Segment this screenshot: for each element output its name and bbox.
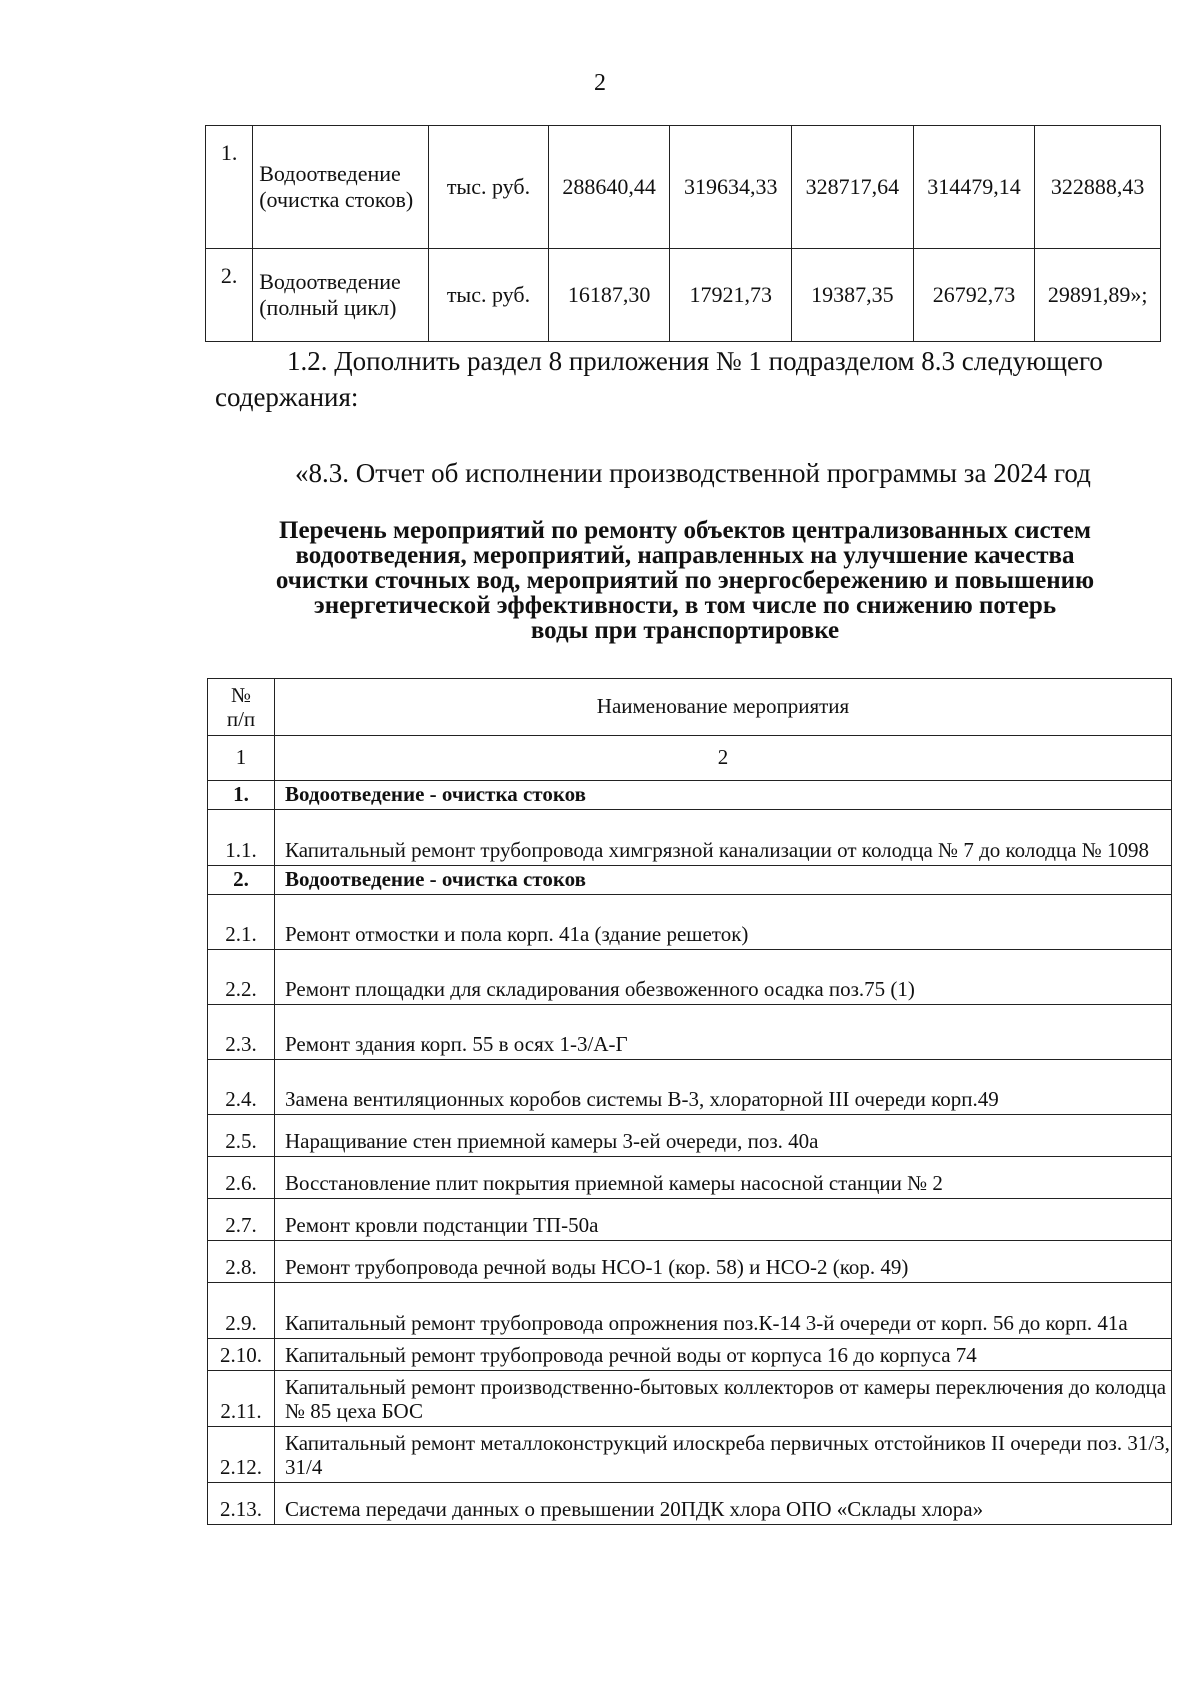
row-name: Водоотведение (полный цикл) bbox=[253, 249, 429, 342]
table-row bbox=[208, 1199, 1172, 1241]
header-number-label: № bbox=[230, 683, 252, 707]
tariff-table bbox=[205, 125, 1161, 342]
row-text: Ремонт здания корп. 55 в осях 1-3/А-Г bbox=[275, 1005, 1172, 1060]
row-text: Водоотведение - очистка стоков bbox=[275, 781, 1172, 810]
table-index-row bbox=[208, 736, 1172, 781]
row-value: 19387,35 bbox=[792, 249, 914, 342]
table-row bbox=[208, 1115, 1172, 1157]
header-number-cell bbox=[208, 679, 275, 736]
row-value: 29891,89»; bbox=[1035, 249, 1161, 342]
row-number: 2.1. bbox=[208, 895, 275, 950]
heading-line: энергетической эффективности, в том числе по снижению потерь bbox=[313, 592, 1057, 619]
row-number: 2.4. bbox=[208, 1060, 275, 1115]
table-header-row bbox=[208, 679, 1172, 736]
row-value: 322888,43 bbox=[1035, 126, 1161, 249]
row-text: Система передачи данных о превышении 20ПДК хлора ОПО «Склады хлора» bbox=[275, 1483, 1172, 1525]
row-unit: тыс. руб. bbox=[429, 249, 549, 342]
row-value: 17921,73 bbox=[670, 249, 792, 342]
table-row bbox=[208, 1371, 1172, 1427]
row-number: 2.7. bbox=[208, 1199, 275, 1241]
amendment-paragraph: 1.2. Дополнить раздел 8 приложения № 1 подразделом 8.3 следующего содержания: bbox=[215, 346, 1103, 412]
table-row bbox=[208, 1427, 1172, 1483]
row-number: 2.11. bbox=[208, 1371, 275, 1427]
table-row bbox=[208, 1005, 1172, 1060]
row-value: 288640,44 bbox=[548, 126, 670, 249]
row-text: Ремонт кровли подстанции ТП-50а bbox=[275, 1199, 1172, 1241]
row-number: 2.12. bbox=[208, 1427, 275, 1483]
index-cell: 1 bbox=[208, 736, 275, 781]
heading-line: Перечень мероприятий по ремонту объектов централизованных систем bbox=[279, 517, 1091, 544]
row-value: 314479,14 bbox=[913, 126, 1035, 249]
row-text: Капитальный ремонт трубопровода речной воды от корпуса 16 до корпуса 74 bbox=[275, 1339, 1172, 1371]
section-title: «8.3. Отчет об исполнении производственной программы за 2024 год bbox=[295, 458, 1091, 488]
row-text: Капитальный ремонт трубопровода химгрязной канализации от колодца № 7 до колодца № 1098 bbox=[275, 810, 1172, 866]
row-text: Наращивание стен приемной камеры 3-ей очереди, поз. 40а bbox=[275, 1115, 1172, 1157]
row-text: Капитальный ремонт производственно-бытовых коллекторов от камеры переключения до колодца № 85 цеха БОС bbox=[275, 1371, 1172, 1427]
row-number: 1. bbox=[208, 781, 275, 810]
row-text: Капитальный ремонт металлоконструкций илоскреба первичных отстойников II очереди поз. 31/3, 31/4 bbox=[275, 1427, 1172, 1483]
table-row bbox=[208, 1283, 1172, 1339]
heading-line: очистки сточных вод, мероприятий по энергосбережению и повышению bbox=[275, 567, 1095, 594]
table-section-row bbox=[208, 781, 1172, 810]
heading-line: воды при транспортировке bbox=[530, 617, 840, 644]
row-text: Ремонт отмостки и пола корп. 41а (здание решеток) bbox=[275, 895, 1172, 950]
document-heading bbox=[210, 518, 1160, 643]
row-number: 2.6. bbox=[208, 1157, 275, 1199]
row-text: Ремонт площадки для складирования обезвоженного осадка поз.75 (1) bbox=[275, 950, 1172, 1005]
row-number: 2.3. bbox=[208, 1005, 275, 1060]
table-row bbox=[208, 895, 1172, 950]
table-row bbox=[208, 1483, 1172, 1525]
row-text: Восстановление плит покрытия приемной камеры насосной станции № 2 bbox=[275, 1157, 1172, 1199]
table-row bbox=[208, 1060, 1172, 1115]
table-row bbox=[208, 810, 1172, 866]
row-number: 2.8. bbox=[208, 1241, 275, 1283]
page-number: 2 bbox=[594, 70, 606, 96]
row-number: 1.1. bbox=[208, 810, 275, 866]
table-row bbox=[206, 126, 1161, 249]
row-text: Замена вентиляционных коробов системы В-3, хлораторной III очереди корп.49 bbox=[275, 1060, 1172, 1115]
index-cell: 2 bbox=[275, 736, 1172, 781]
row-name: Водоотведение (очистка стоков) bbox=[253, 126, 429, 249]
row-number: 1. bbox=[206, 126, 253, 249]
row-unit: тыс. руб. bbox=[429, 126, 549, 249]
row-number: 2.10. bbox=[208, 1339, 275, 1371]
table-row bbox=[208, 950, 1172, 1005]
row-text: Капитальный ремонт трубопровода опрожнения поз.К-14 3-й очереди от корп. 56 до корп. 41а bbox=[275, 1283, 1172, 1339]
table-section-row bbox=[208, 866, 1172, 895]
table-row bbox=[206, 249, 1161, 342]
row-number: 2. bbox=[206, 249, 253, 342]
row-text: Ремонт трубопровода речной воды НСО-1 (кор. 58) и НСО-2 (кор. 49) bbox=[275, 1241, 1172, 1283]
table-row bbox=[208, 1241, 1172, 1283]
heading-line: водоотведения, мероприятий, направленных на улучшение качества bbox=[295, 542, 1075, 569]
row-number: 2. bbox=[208, 866, 275, 895]
table-row bbox=[208, 1157, 1172, 1199]
row-value: 16187,30 bbox=[548, 249, 670, 342]
row-value: 319634,33 bbox=[670, 126, 792, 249]
measures-table bbox=[207, 678, 1172, 1525]
row-number: 2.2. bbox=[208, 950, 275, 1005]
table-row bbox=[208, 1339, 1172, 1371]
row-number: 2.9. bbox=[208, 1283, 275, 1339]
row-value: 328717,64 bbox=[792, 126, 914, 249]
row-number: 2.5. bbox=[208, 1115, 275, 1157]
header-number-sublabel: п/п bbox=[226, 707, 256, 731]
row-value: 26792,73 bbox=[913, 249, 1035, 342]
row-number: 2.13. bbox=[208, 1483, 275, 1525]
row-text: Водоотведение - очистка стоков bbox=[275, 866, 1172, 895]
header-name-cell: Наименование мероприятия bbox=[275, 679, 1172, 736]
